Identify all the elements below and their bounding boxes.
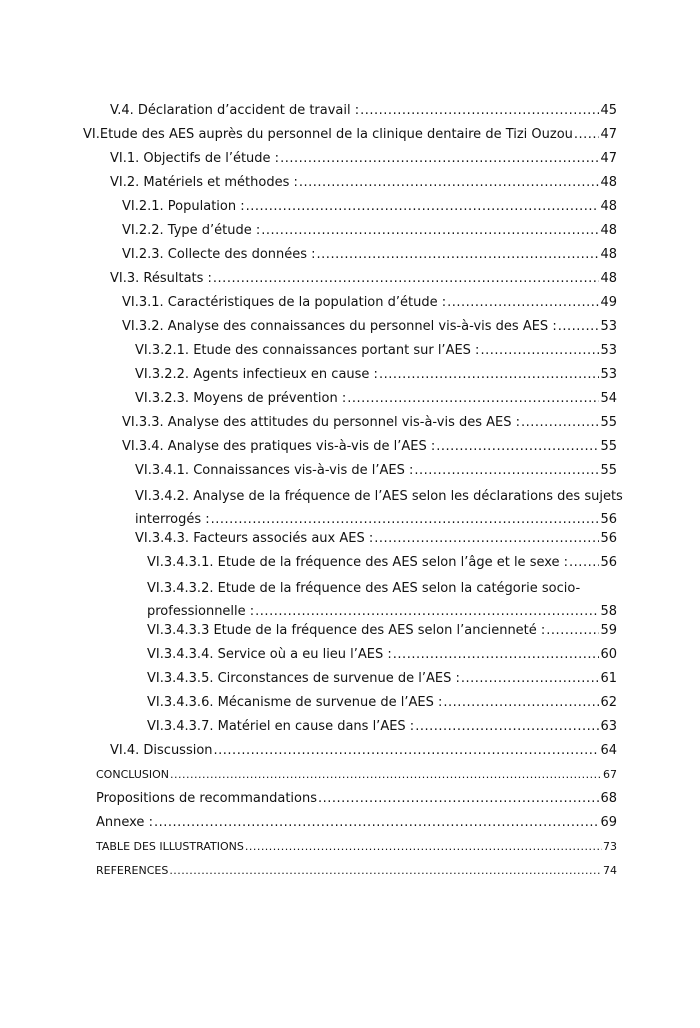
toc-page-number: 73 xyxy=(603,840,617,853)
leader-dots xyxy=(558,315,600,338)
toc-entry[interactable] xyxy=(96,811,617,834)
toc-entry-text: TABLE DES ILLUSTRATIONS xyxy=(96,840,244,853)
toc-page-number: 55 xyxy=(600,439,617,454)
toc-page-number: 53 xyxy=(600,367,617,382)
toc-entry-text: VI.4. Discussion xyxy=(110,743,213,758)
leader-dots xyxy=(170,763,602,786)
toc-page-number: 69 xyxy=(600,815,617,830)
leader-dots xyxy=(154,811,600,834)
leader-dots xyxy=(318,787,599,810)
toc-page-number: 55 xyxy=(600,463,617,478)
toc-entry[interactable] xyxy=(135,485,623,531)
toc-page-number: 49 xyxy=(600,295,617,310)
toc-section-number: VI. xyxy=(83,127,100,142)
leader-dots xyxy=(436,435,599,458)
toc-entry[interactable] xyxy=(110,739,617,762)
leader-dots xyxy=(214,739,600,762)
toc-entry-text: VI.3.4.3.5. Circonstances de survenue de l’AES : xyxy=(147,671,460,686)
toc-page-number: 53 xyxy=(600,319,617,334)
toc-entry-text: V.4. Déclaration d’accident de travail : xyxy=(110,103,360,118)
toc-entry[interactable] xyxy=(83,123,617,146)
leader-dots xyxy=(360,99,599,122)
toc-entry[interactable] xyxy=(147,643,617,666)
toc-entry-text: VI.3.2.1. Etude des connaissances portant sur l’AES : xyxy=(135,343,480,358)
toc-entry[interactable] xyxy=(147,577,617,623)
leader-dots xyxy=(447,291,599,314)
leader-dots xyxy=(393,643,600,666)
toc-entry-text: VI.3. Résultats : xyxy=(110,271,212,286)
toc-page-number: 61 xyxy=(600,671,617,686)
toc-page-number: 74 xyxy=(603,864,617,877)
toc-page-number: 62 xyxy=(600,695,617,710)
leader-dots xyxy=(317,243,600,266)
toc-entry[interactable] xyxy=(122,243,617,266)
toc-entry[interactable] xyxy=(110,147,617,170)
toc-entry[interactable] xyxy=(110,99,617,122)
toc-page-number: 47 xyxy=(600,127,617,142)
toc-entry-text: Annexe : xyxy=(96,815,153,830)
leader-dots xyxy=(379,363,600,386)
toc-entry-text: VI.3.1. Caractéristiques de la population d’étude : xyxy=(122,295,447,310)
toc-entry-text: VI.3.4.2. Analyse de la fréquence de l’AES selon les déclarations des sujets xyxy=(135,489,623,504)
toc-entry[interactable] xyxy=(122,195,617,218)
toc-entry-text: VI.3.4.3.2. Etude de la fréquence des AES selon la catégorie socio- xyxy=(147,581,581,596)
toc-entry[interactable] xyxy=(147,691,617,714)
leader-dots xyxy=(261,219,599,242)
toc-entry-text: VI.3.4.3.3 Etude de la fréquence des AES selon l’ancienneté : xyxy=(147,623,546,638)
toc-entry-text: VI.3.2. Analyse des connaissances du personnel vis-à-vis des AES : xyxy=(122,319,557,334)
toc-entry-text: VI.3.3. Analyse des attitudes du personnel vis-à-vis des AES : xyxy=(122,415,521,430)
toc-page-number: 55 xyxy=(600,415,617,430)
toc-entry-text: VI.3.2.2. Agents infectieux en cause : xyxy=(135,367,378,382)
toc-page-number: 63 xyxy=(600,719,617,734)
toc-page-number: 64 xyxy=(600,743,617,758)
toc-entry[interactable] xyxy=(96,835,617,858)
toc-entry-text: VI.3.4.3.6. Mécanisme de survenue de l’AES : xyxy=(147,695,443,710)
toc-entry[interactable] xyxy=(122,291,617,314)
toc-entry-text: Propositions de recommandations xyxy=(96,791,317,806)
toc-entry-text: VI.3.4.3. Facteurs associés aux AES : xyxy=(135,531,374,546)
toc-entry[interactable] xyxy=(122,219,617,242)
toc-entry[interactable] xyxy=(147,715,617,738)
leader-dots xyxy=(169,859,602,882)
toc-page-number: 54 xyxy=(600,391,617,406)
leader-dots xyxy=(546,619,599,642)
toc-entry[interactable] xyxy=(135,387,617,410)
toc-page-number: 48 xyxy=(600,199,617,214)
toc-entry[interactable] xyxy=(147,619,617,642)
toc-entry[interactable] xyxy=(96,787,617,810)
toc-page-number: 58 xyxy=(600,604,617,619)
toc-entry-text: VI.3.4.3.4. Service où a eu lieu l’AES : xyxy=(147,647,392,662)
leader-dots xyxy=(569,551,599,574)
toc-entry[interactable] xyxy=(96,763,617,786)
leader-dots xyxy=(414,459,599,482)
toc-entry-text: VI.2. Matériels et méthodes : xyxy=(110,175,298,190)
leader-dots xyxy=(521,411,599,434)
toc-entry[interactable] xyxy=(135,527,617,550)
toc-page-number: 45 xyxy=(600,103,617,118)
toc-page-number: 48 xyxy=(600,223,617,238)
leader-dots xyxy=(245,835,602,858)
toc-page-number: 47 xyxy=(600,151,617,166)
toc-page-number: 56 xyxy=(600,531,617,546)
leader-dots xyxy=(443,691,599,714)
leader-dots xyxy=(415,715,599,738)
toc-entry-text: VI.3.4.3.1. Etude de la fréquence des AES selon l’âge et le sexe : xyxy=(147,555,569,570)
toc-page-number: 53 xyxy=(600,343,617,358)
toc-page-number: 48 xyxy=(600,175,617,190)
toc-page-number: 56 xyxy=(600,555,617,570)
toc-entry[interactable] xyxy=(147,551,617,574)
leader-dots xyxy=(347,387,599,410)
toc-entry-text: VI.2.3. Collecte des données : xyxy=(122,247,316,262)
toc-entry[interactable] xyxy=(122,315,617,338)
toc-entry-text-continued: professionnelle : xyxy=(147,604,255,619)
toc-entry[interactable] xyxy=(110,267,617,290)
toc-entry-text-continued: interrogés : xyxy=(135,512,210,527)
toc-page-number: 59 xyxy=(600,623,617,638)
toc-entry[interactable] xyxy=(135,459,617,482)
toc-entry-text: VI.2.1. Population : xyxy=(122,199,245,214)
leader-dots xyxy=(461,667,600,690)
toc-entry-text: VI.3.4.1. Connaissances vis-à-vis de l’AES : xyxy=(135,463,414,478)
leader-dots xyxy=(213,267,600,290)
toc-entry-text: CONCLUSION xyxy=(96,768,169,781)
toc-entry[interactable] xyxy=(135,339,617,362)
toc-entry-text: REFERENCES xyxy=(96,864,169,877)
toc-page-number: 60 xyxy=(600,647,617,662)
toc-entry[interactable] xyxy=(96,859,617,882)
toc-entry-text: VI.3.2.3. Moyens de prévention : xyxy=(135,391,347,406)
leader-dots xyxy=(280,147,599,170)
toc-page-number: 67 xyxy=(603,768,617,781)
toc-page-number: 56 xyxy=(600,512,617,527)
toc-entry[interactable] xyxy=(135,363,617,386)
toc-entry-text: Etude des AES auprès du personnel de la clinique dentaire de Tizi Ouzou xyxy=(99,127,573,142)
leader-dots xyxy=(480,339,599,362)
toc-entry[interactable] xyxy=(110,171,617,194)
toc-entry[interactable] xyxy=(122,411,617,434)
toc-entry-text: VI.2.2. Type d’étude : xyxy=(122,223,261,238)
toc-entry-text: VI.3.4.3.7. Matériel en cause dans l’AES : xyxy=(147,719,415,734)
toc-entry-text: VI.1. Objectifs de l’étude : xyxy=(110,151,280,166)
leader-dots xyxy=(574,123,600,146)
toc-page-number: 48 xyxy=(600,247,617,262)
leader-dots xyxy=(299,171,600,194)
toc-entry-text: VI.3.4. Analyse des pratiques vis-à-vis de l’AES : xyxy=(122,439,436,454)
toc-entry[interactable] xyxy=(122,435,617,458)
leader-dots xyxy=(374,527,599,550)
toc-entry[interactable] xyxy=(147,667,617,690)
leader-dots xyxy=(246,195,600,218)
toc-page-number: 48 xyxy=(600,271,617,286)
toc-page-number: 68 xyxy=(600,791,617,806)
